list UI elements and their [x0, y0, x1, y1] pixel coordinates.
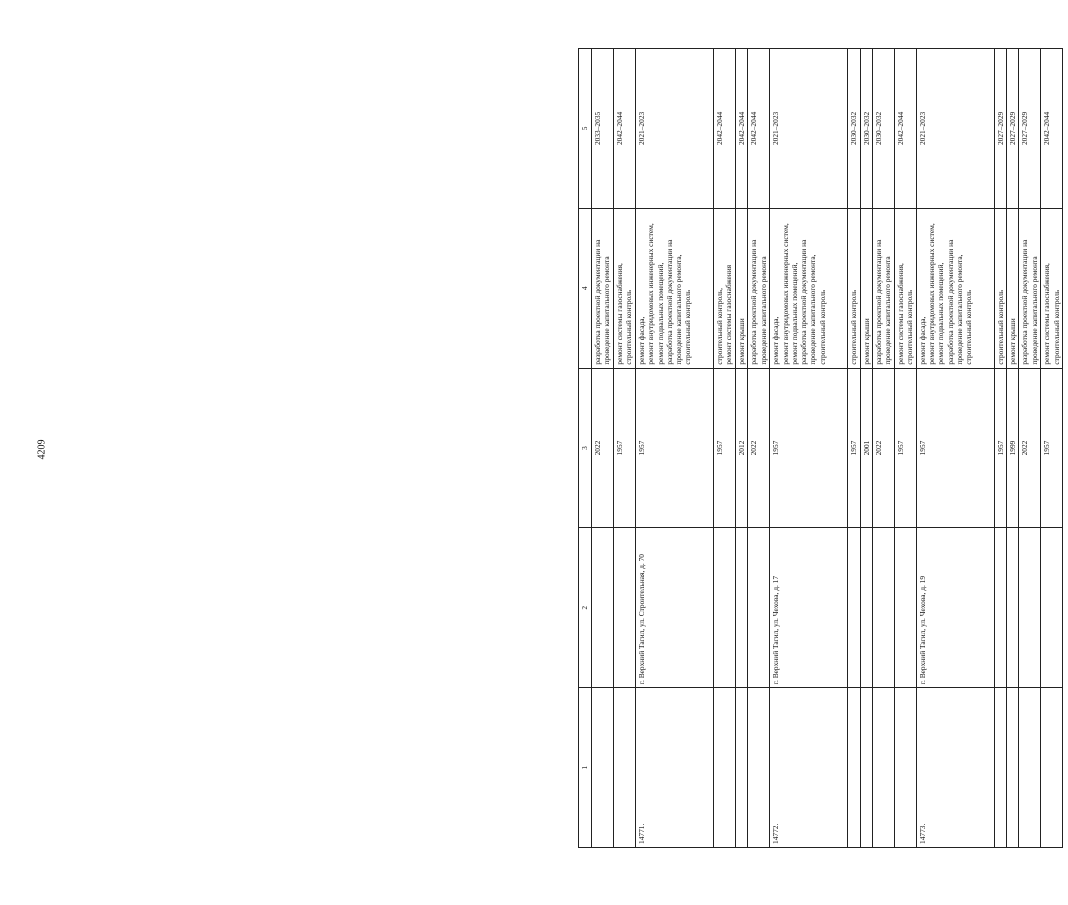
table-row	[1041, 49, 1063, 848]
period-cell: 2027–2029	[1007, 49, 1019, 209]
period-cell: 2042–2044	[714, 49, 736, 209]
address-cell	[1041, 528, 1063, 688]
row-number	[1019, 688, 1041, 848]
period-cell: 2021–2023	[770, 49, 848, 209]
table-row	[748, 49, 770, 848]
row-number	[994, 688, 1006, 848]
work-line: разработка проектной документации на	[799, 239, 808, 365]
work-line: разработка проектной документации на	[749, 239, 759, 365]
table-row	[636, 49, 714, 848]
work-line: ремонт системы газоснабжения,	[1042, 263, 1052, 365]
work-line: строительный контроль	[905, 289, 914, 365]
work-cell	[636, 208, 714, 368]
period-cell: 2021–2023	[916, 49, 994, 209]
table-row	[872, 49, 894, 848]
year-cell: 2022	[592, 368, 614, 528]
work-cell	[860, 208, 872, 368]
work-cell	[894, 208, 916, 368]
row-number	[748, 688, 770, 848]
work-cell	[736, 208, 748, 368]
work-line: ремонт фасада,	[637, 316, 646, 365]
row-number: 14773.	[916, 688, 994, 848]
year-cell: 1957	[916, 368, 994, 528]
period-cell: 2027–2029	[994, 49, 1006, 209]
work-cell	[1007, 208, 1019, 368]
period-cell: 2030–2032	[860, 49, 872, 209]
year-cell: 2001	[860, 368, 872, 528]
year-cell: 1957	[894, 368, 916, 528]
address-cell	[894, 528, 916, 688]
period-cell: 2030–2032	[872, 49, 894, 209]
period-cell: 2042–2044	[1041, 49, 1063, 209]
period-cell: 2030–2032	[848, 49, 860, 209]
table-row	[1019, 49, 1041, 848]
row-number	[848, 688, 860, 848]
year-cell: 1957	[714, 368, 736, 528]
row-number: 14772.	[770, 688, 848, 848]
year-cell: 1957	[848, 368, 860, 528]
work-cell	[848, 208, 860, 368]
table-row	[592, 49, 614, 848]
work-cell	[872, 208, 894, 368]
work-line: ремонт внутридомовых инженерных систем,	[646, 223, 656, 365]
year-cell: 1957	[636, 368, 714, 528]
work-cell	[770, 208, 848, 368]
work-line: ремонт крыши	[861, 318, 871, 365]
address-cell	[736, 528, 748, 688]
address-cell: г. Верхний Тагил, ул. Чехова, д. 19	[916, 528, 994, 688]
address-cell	[614, 528, 636, 688]
address-cell	[748, 528, 770, 688]
work-cell	[994, 208, 1006, 368]
year-cell: 1957	[994, 368, 1006, 528]
period-cell: 2027–2029	[1019, 49, 1041, 209]
work-line: ремонт системы газоснабжения,	[895, 263, 905, 365]
year-cell: 1999	[1007, 368, 1019, 528]
work-line: ремонт системы газоснабжения,	[615, 263, 624, 365]
work-line: строительный контроль	[849, 289, 859, 365]
work-line: ремонт фасада,	[917, 316, 927, 365]
address-cell	[592, 528, 614, 688]
work-line: ремонт крыши	[1008, 318, 1017, 365]
work-cell	[1019, 208, 1041, 368]
work-cell	[714, 208, 736, 368]
table-row	[916, 49, 994, 848]
capital-repair-table	[578, 48, 1063, 848]
year-cell: 2022	[872, 368, 894, 528]
year-cell: 2022	[1019, 368, 1041, 528]
work-cell	[614, 208, 636, 368]
address-cell: г. Верхний Тагил, ул. Чехова, д. 17	[770, 528, 848, 688]
work-line: ремонт крыши	[737, 318, 746, 365]
work-cell	[1041, 208, 1063, 368]
work-cell	[748, 208, 770, 368]
header-row	[579, 49, 592, 848]
header-col-4: 4	[579, 208, 592, 368]
work-line: ремонт фасада,	[771, 316, 781, 365]
address-cell	[714, 528, 736, 688]
address-cell	[1007, 528, 1019, 688]
work-line: разработка проектной документации на	[1020, 239, 1030, 365]
work-line: ремонт подвальных помещений,	[655, 262, 665, 365]
period-cell: 2042–2044	[614, 49, 636, 209]
work-line: строительный контроль	[995, 289, 1005, 365]
work-line: ремонт внутридомовых инженерных систем,	[780, 223, 790, 365]
header-col-1: 1	[579, 688, 592, 848]
table-row	[848, 49, 860, 848]
work-cell	[916, 208, 994, 368]
table-row	[1007, 49, 1019, 848]
period-cell: 2042–2044	[748, 49, 770, 209]
work-line: строительный контроль	[1051, 289, 1061, 365]
work-line: проведение капитального ремонта,	[808, 254, 818, 365]
work-line: строительный контроль	[624, 289, 634, 365]
row-number	[736, 688, 748, 848]
year-cell: 2022	[748, 368, 770, 528]
work-line: разработка проектной документации на	[593, 239, 602, 365]
row-number	[894, 688, 916, 848]
row-number: 14771.	[636, 688, 714, 848]
work-line: ремонт подвальных помещений,	[789, 262, 799, 365]
work-line: разработка проектной документации на	[873, 239, 883, 365]
row-number	[872, 688, 894, 848]
address-cell	[994, 528, 1006, 688]
header-col-2: 2	[579, 528, 592, 688]
work-line: ремонт подвальных помещений,	[936, 262, 946, 365]
table-row	[860, 49, 872, 848]
address-cell: г. Верхний Тагил, ул. Строительная, д. 70	[636, 528, 714, 688]
work-line: строительный контроль	[683, 289, 693, 365]
work-line: проведение капитального ремонта	[758, 256, 768, 365]
work-line: строительный контроль	[817, 289, 827, 365]
address-cell	[860, 528, 872, 688]
work-line: ремонт внутридомовых инженерных систем,	[927, 223, 936, 365]
year-cell: 1957	[614, 368, 636, 528]
address-cell	[1019, 528, 1041, 688]
year-cell: 2012	[736, 368, 748, 528]
work-line: проведение капитального ремонта	[883, 256, 892, 365]
work-line: проведение капитального ремонта,	[954, 254, 964, 365]
row-number	[1007, 688, 1019, 848]
work-line: строительный контроль,	[715, 287, 724, 365]
work-cell	[592, 208, 614, 368]
period-cell: 2042–2044	[736, 49, 748, 209]
table-row	[714, 49, 736, 848]
table-row	[614, 49, 636, 848]
work-line: разработка проектной документации на	[945, 239, 955, 365]
period-cell: 2033–2035	[592, 49, 614, 209]
work-line: проведение капитального ремонта	[1029, 256, 1039, 365]
table-row	[770, 49, 848, 848]
address-cell	[848, 528, 860, 688]
year-cell: 1957	[1041, 368, 1063, 528]
header-col-5: 5	[579, 49, 592, 209]
work-line: проведение капитального ремонта,	[674, 254, 683, 365]
row-number	[714, 688, 736, 848]
period-cell: 2042–2044	[894, 49, 916, 209]
year-cell: 1957	[770, 368, 848, 528]
header-col-3: 3	[579, 368, 592, 528]
work-line: ремонт системы газоснабжения	[724, 264, 734, 365]
work-line: разработка проектной документации на	[664, 239, 674, 365]
work-line: проведение капитального ремонта	[602, 256, 612, 365]
table-row	[894, 49, 916, 848]
program-table-rotated	[578, 48, 1068, 848]
page-number: 4209	[36, 439, 48, 460]
row-number	[1041, 688, 1063, 848]
work-line: строительный контроль	[964, 289, 973, 365]
table-row	[736, 49, 748, 848]
address-cell	[872, 528, 894, 688]
period-cell: 2021–2023	[636, 49, 714, 209]
row-number	[614, 688, 636, 848]
row-number	[860, 688, 872, 848]
row-number	[592, 688, 614, 848]
table-row	[994, 49, 1006, 848]
table-body	[592, 49, 1063, 848]
